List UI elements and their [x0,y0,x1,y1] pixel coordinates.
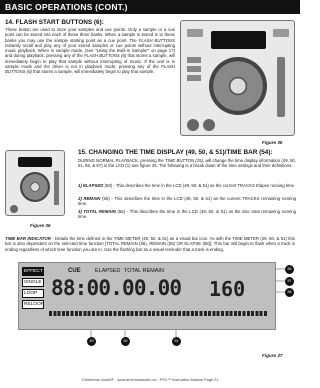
callout-50: 50 [121,337,130,346]
section-14-body: These button are used to store your samples and cue points. Only a sample or a cue point can be stored into each of these three banks. When a sample is stored in to these banks you may use the sample starting point as a cue point. The FLASH BUTTONS instantly recall and play any of your stored samples or cue points without interrupting music playback. When in sample mode, (see "Using the Built-in Sampler" on page 17) and during playback, pressing any of the FLASH BUTTONS (6) that stores a sample, will immediately begin to play that sample without interrupting of music. If the unit is in sample mode and the driver is not in playback mode, pressing any of the FLASH BUTTONS (6) that stores a sample, will immediately begin to play that sample. [5,27,176,75]
elapsed-label: ELAPSED [95,268,121,274]
callout-49: 49 [87,337,96,346]
callout-51: 51 [172,337,181,346]
figure-36-caption: Figure 36 [30,223,51,228]
total-remain-label: TOTAL REMAIN [124,268,164,274]
section-15-intro: DURING NORMAL PLAYBACK, pressing the TIME BUTTON (25), will change the time display information (49, 50, 51, 55, & 57) in the LCD (1) see figure 35. The following is a break down of the time settings and their definitions: [78,158,296,169]
figure-37-caption: Figure 37 [262,353,283,358]
section-14-heading: 14. FLASH START BUTTONS (6): [5,19,104,26]
mode-label: RELOOP [24,302,44,307]
time-bar-indicator-text: TIME BAR INDICATOR - Details the time defined in the TIME METER (49, 50, & 51) as a visual bar icon. As with the TIME METER (49, 50, & 51) this bar is also dependent on the selected time function [TOTAL REMAIN (55), REMAIN (55) OR ELAPSE (58)]. This bar will begin to flash when a track is ending regardless of which time function you are in. Use the flashing bar as a visual reminder that a track is ending. [5,236,295,252]
section-15-heading: 15. CHANGING THE TIME DISPLAY (49, 50, & 51)/TIME BAR (54): [78,149,273,156]
time-item-remain: 2) REMAIN (55) - This describes the time in the LCD (49, 50, & 51) as the current TRACKS remaining running time. [78,196,296,207]
pitch-digits: 160 [209,277,246,301]
page-footer: ©American Audio® - www.americanaudio.us - PSX™ Instruction Manual Page 21 [81,378,219,382]
page-header: BASIC OPERATIONS (CONT.) [0,0,300,14]
mode-label: LOOP [22,289,44,298]
callout-58: 58 [285,288,294,297]
figure-35-caption: Figure 35 [262,140,283,145]
time-item-elapsed: 1) ELAPSED (58) - This describes the time in the LCD (49, 50, & 51) as the current TRACKS Elapse running time. [78,183,296,188]
time-item-total-remain: 3) TOTAL REMAIN (55) - This describes the time in the LCD (49, 50, & 51) as the disc total remaining running time. [78,209,296,220]
callout-57: 57 [285,277,294,286]
callout-56: 56 [285,265,294,274]
time-digits: 88:00.00.00 [51,276,182,300]
cue-label: CUE [68,268,81,274]
mode-label: SINGLE [22,278,44,287]
mode-label: EFFECT [24,269,43,274]
